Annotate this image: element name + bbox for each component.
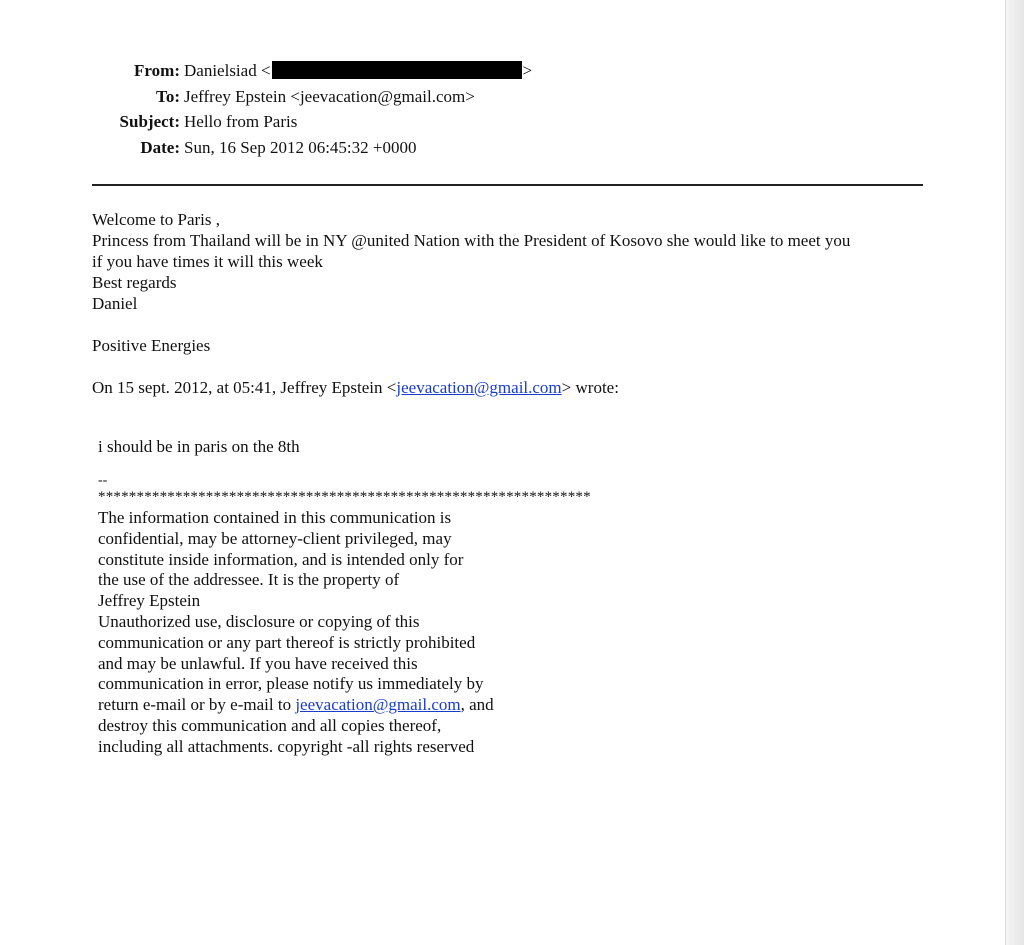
disclaimer-line: Jeffrey Epstein [98,591,201,611]
reply-email-link[interactable]: jeevacation@gmail.com [396,378,562,397]
reply-prefix: On 15 sept. 2012, at 05:41, Jeffrey Epstein < [92,378,397,397]
signature-dashes: -- [98,473,108,488]
disclaimer-line: including all attachments. copyright -all rights reserved [98,736,475,756]
disclaimer-line: and may be unlawful. If you have received this [98,653,418,673]
greeting-line: Welcome to Paris , [92,210,220,229]
asterisk-separator: **************************************************************** [98,489,591,505]
from-value [184,60,532,82]
from-row [0,60,700,86]
from-label: From: [134,61,180,80]
message-body [92,209,932,398]
disclaimer-return-line [98,695,658,716]
return-prefix: return e-mail or by e-mail to [98,695,296,715]
from-name: Danielsiad [184,61,257,80]
signature-line: Daniel [92,294,138,313]
date-label: Date: [140,137,180,157]
reply-suffix: > wrote: [561,378,619,397]
subject-row [0,111,700,137]
date-row [0,137,700,163]
company-line: Positive Energies [92,336,211,355]
disclaimer-line: confidential, may be attorney-client privileged, may [98,528,452,548]
from-bracket-open: < [260,61,271,80]
subject-label: Subject: [119,112,180,131]
email-header-block [0,60,700,162]
date-value: Sun, 16 Sep 2012 06:45:32 +0000 [184,137,417,157]
redaction-bar [272,61,522,79]
confidentiality-disclaimer [98,508,658,758]
header-divider [92,184,923,186]
disclaimer-line: The information contained in this communication is [98,508,452,527]
from-bracket-close: > [522,61,533,80]
reply-attribution [92,377,932,398]
disclaimer-line: the use of the addressee. It is the property of [98,570,400,590]
disclaimer-line: communication in error, please notify us immediately by [98,674,484,694]
to-value: Jeffrey Epstein <jeevacation@gmail.com> [184,86,475,106]
subject-value: Hello from Paris [184,112,298,131]
message-line: Princess from Thailand will be in NY @united Nation with the President of Kosovo she would like to meet you [92,231,851,250]
disclaimer-line: communication or any part thereof is strictly prohibited [98,632,476,652]
disclaimer-line: constitute inside information, and is intended only for [98,549,464,569]
return-email-link[interactable]: jeevacation@gmail.com [295,695,461,715]
to-row [0,86,700,112]
quoted-text: i should be in paris on the 8th [98,437,300,456]
quoted-message [98,436,658,758]
message-line: if you have times it will this week [92,252,323,271]
page-edge [1005,0,1024,945]
return-suffix: , and [460,695,494,715]
to-label: To: [156,86,180,106]
disclaimer-line: destroy this communication and all copies thereof, [98,715,442,735]
closing-line: Best regards [92,273,177,292]
disclaimer-line: Unauthorized use, disclosure or copying of this [98,611,420,631]
